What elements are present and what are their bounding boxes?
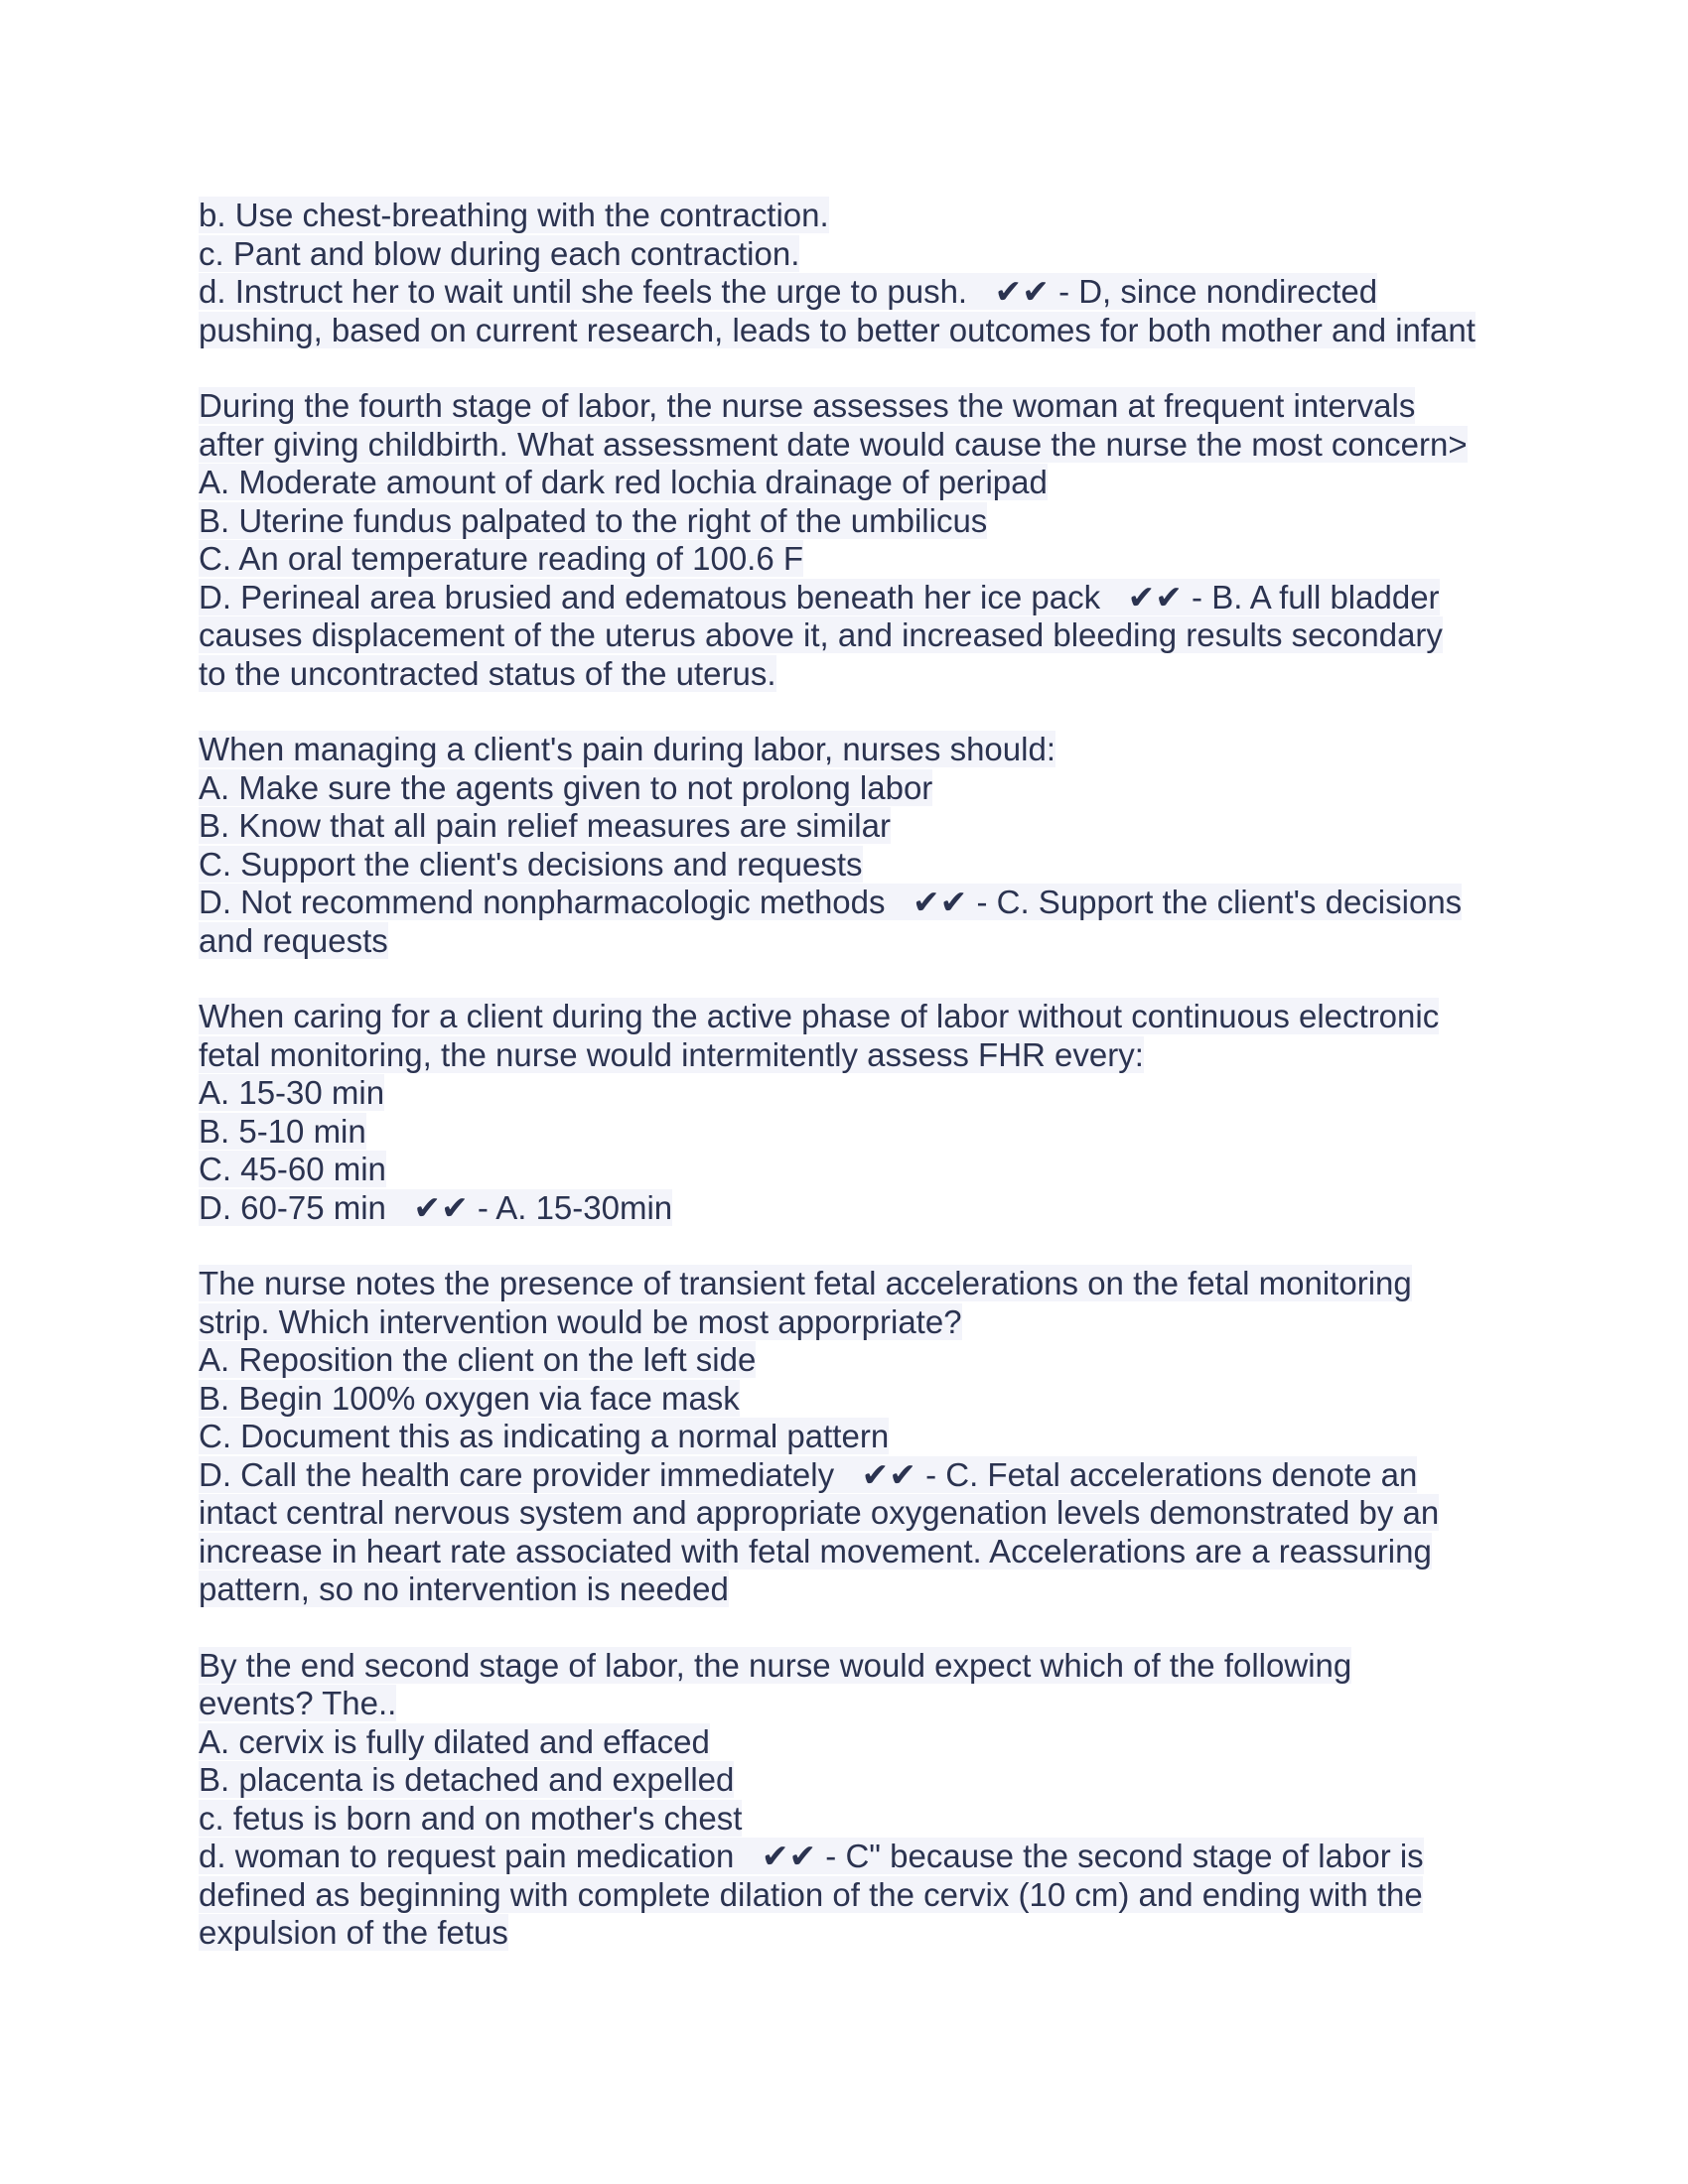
answer-option: A. cervix is fully dilated and effaced: [199, 1722, 710, 1760]
rationale-line: and requests: [199, 921, 388, 959]
answer-option: d. woman to request pain medication ✔✔ - C" because the second stage of labor is: [199, 1838, 1424, 1874]
answer-option: A. Reposition the client on the left side: [199, 1341, 757, 1378]
question-text-line: events? The..: [199, 1685, 397, 1721]
question-text-line: During the fourth stage of labor, the nurse assesses the woman at frequent intervals: [199, 387, 1416, 424]
answer-option: A. 15-30 min: [199, 1074, 385, 1111]
question-block: [199, 387, 1509, 693]
answer-option: c. fetus is born and on mother's chest: [199, 1799, 743, 1837]
answer-option: B. 5-10 min: [199, 1112, 366, 1150]
rationale-line: increase in heart rate associated with fetal movement. Accelerations are a reassuring: [199, 1532, 1432, 1570]
answer-option: D. 60-75 min ✔✔ - A. 15-30min: [199, 1188, 673, 1226]
answer-option: B. Know that all pain relief measures are similar: [199, 807, 891, 844]
answer-option: B. Begin 100% oxygen via face mask: [199, 1379, 740, 1417]
question-text-line: strip. Which intervention would be most apporpriate?: [199, 1302, 962, 1340]
rationale-line: defined as beginning with complete dilation of the cervix (10 cm) and ending with the: [199, 1875, 1423, 1913]
answer-option: A. Moderate amount of dark red lochia drainage of peripad: [199, 464, 1048, 500]
question-text-line: The nurse notes the presence of transient fetal accelerations on the fetal monitoring: [199, 1265, 1412, 1301]
answer-option: B. placenta is detached and expelled: [199, 1761, 735, 1798]
answer-option: C. An oral temperature reading of 100.6 F: [199, 540, 804, 577]
answer-option: C. Support the client's decisions and requests: [199, 845, 863, 883]
question-text-line: By the end second stage of labor, the nurse would expect which of the following: [199, 1646, 1352, 1684]
question-text-line: after giving childbirth. What assessment date would cause the nurse the most concern>: [199, 425, 1468, 463]
answer-option: D. Call the health care provider immediately ✔✔ - C. Fetal accelerations denote an: [199, 1455, 1418, 1493]
text-line: c. Pant and blow during each contraction.: [199, 234, 800, 272]
rationale-line: pattern, so no intervention is needed: [199, 1570, 729, 1607]
rationale-line: intact central nervous system and appropriate oxygenation levels demonstrated by an: [199, 1494, 1440, 1531]
question-block: [199, 1265, 1509, 1609]
answer-option: B. Uterine fundus palpated to the right of the umbilicus: [199, 501, 988, 539]
text-line: b. Use chest-breathing with the contraction.: [199, 197, 829, 233]
text-line: pushing, based on current research, leads to better outcomes for both mother and infant: [199, 311, 1476, 348]
question-text-line: fetal monitoring, the nurse would intermitently assess FHR every:: [199, 1035, 1144, 1073]
answer-option: A. Make sure the agents given to not prolong labor: [199, 768, 933, 806]
question-block: [199, 197, 1509, 349]
rationale-line: to the uncontracted status of the uterus.: [199, 654, 776, 692]
text-line: d. Instruct her to wait until she feels the urge to push. ✔✔ - D, since nondirected: [199, 273, 1378, 310]
rationale-line: causes displacement of the uterus above it, and increased bleeding results secondary: [199, 616, 1443, 653]
answer-option: C. 45-60 min: [199, 1151, 386, 1187]
document-page: [199, 197, 1509, 1990]
question-text-line: When managing a client's pain during labor, nurses should:: [199, 731, 1055, 767]
question-block: [199, 998, 1509, 1227]
question-block: [199, 731, 1509, 960]
answer-option: D. Not recommend nonpharmacologic methods ✔✔ - C. Support the client's decisions: [199, 884, 1463, 920]
answer-option: D. Perineal area brusied and edematous beneath her ice pack ✔✔ - B. A full bladder: [199, 578, 1440, 615]
answer-option: C. Document this as indicating a normal pattern: [199, 1418, 890, 1454]
rationale-line: expulsion of the fetus: [199, 1914, 508, 1951]
question-block: [199, 1647, 1509, 1953]
question-text-line: When caring for a client during the active phase of labor without continuous electronic: [199, 998, 1440, 1034]
